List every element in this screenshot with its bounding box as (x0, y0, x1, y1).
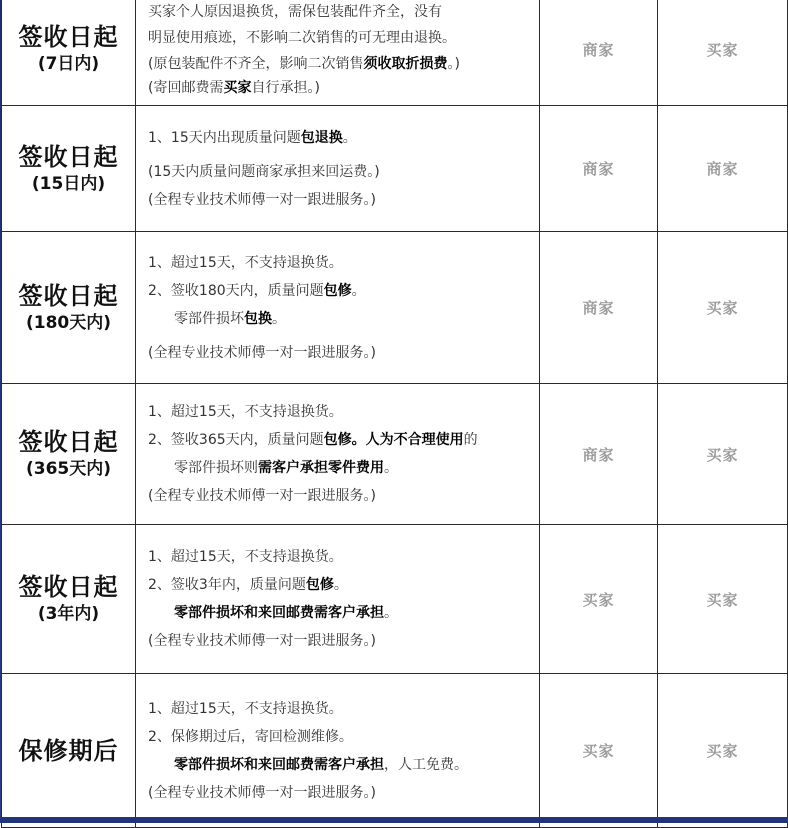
desc-line: 1、15天内出现质量问题包退换。 (148, 129, 357, 146)
after-sales-policy-table (1, 0, 788, 828)
period-cell (2, 0, 136, 106)
desc-line: 零部件损坏包换。 (174, 310, 286, 327)
policy-description (136, 384, 540, 525)
desc-line: (全程专业技术师傅一对一跟进服务。) (148, 344, 376, 361)
desc-line: 明显使用痕迹，不影响二次销售的可无理由退换。 (148, 30, 456, 46)
desc-line: 2、保修期过后，寄回检测维修。 (148, 728, 353, 745)
policy-description (136, 106, 540, 232)
policy-row (2, 384, 788, 525)
desc-line: 1、超过15天，不支持退换货。 (148, 549, 343, 565)
shipping-payer: 商家 (540, 0, 658, 106)
policy-description (136, 232, 540, 384)
desc-line: 2、签收180天内，质量问题包修。 (148, 282, 366, 299)
policy-row (2, 525, 788, 674)
policy-description (136, 525, 540, 674)
period-sub: (3年内) (37, 604, 100, 624)
period-cell (2, 232, 136, 384)
policy-row (2, 0, 788, 106)
policy-row (2, 106, 788, 232)
shipping-payer: 买家 (540, 525, 658, 674)
return-shipping-payer: 商家 (658, 106, 788, 232)
shipping-payer: 商家 (540, 232, 658, 384)
shipping-payer: 商家 (540, 384, 658, 525)
desc-line: 1、超过15天，不支持退换货。 (148, 700, 343, 717)
return-shipping-payer: 买家 (658, 0, 788, 106)
desc-line: 买家个人原因退换货，需保包装配件齐全，没有 (148, 4, 442, 20)
desc-line: (原包装配件不齐全，影响二次销售须收取折损费。) (148, 56, 460, 72)
desc-line: 2、签收365天内，质量问题包修。人为不合理使用的 (148, 432, 478, 448)
desc-line: (全程专业技术师傅一对一跟进服务。) (148, 191, 376, 208)
period-sub: (7日内) (37, 54, 100, 74)
period-cell (2, 106, 136, 232)
return-shipping-payer: 买家 (658, 384, 788, 525)
period-title: 签收日起 (18, 573, 119, 601)
policy-row (2, 232, 788, 384)
shipping-payer: 商家 (540, 106, 658, 232)
period-cell (2, 384, 136, 525)
desc-line: (全程专业技术师傅一对一跟进服务。) (148, 488, 376, 504)
period-title: 签收日起 (18, 142, 119, 171)
desc-line: 零部件损坏和来回邮费需客户承担。 (174, 605, 398, 621)
period-sub: (365天内) (25, 459, 112, 479)
period-title: 签收日起 (18, 23, 119, 51)
bottom-border-bar (0, 817, 788, 823)
shipping-payer: 买家 (540, 674, 658, 828)
desc-line: (15天内质量问题商家承担来回运费。) (148, 163, 380, 180)
desc-line: 零部件损坏则需客户承担零件费用。 (174, 460, 398, 476)
desc-line: (全程专业技术师傅一对一跟进服务。) (148, 633, 376, 649)
period-title: 签收日起 (18, 281, 119, 310)
desc-line: 1、超过15天，不支持退换货。 (148, 254, 343, 271)
period-cell (2, 674, 136, 828)
desc-line: 零部件损坏和来回邮费需客户承担，人工免费。 (174, 756, 468, 773)
desc-line: (寄回邮费需买家自行承担。) (148, 80, 320, 96)
period-sub: (180天内) (25, 312, 112, 333)
return-shipping-payer: 买家 (658, 232, 788, 384)
period-title: 保修期后 (18, 736, 119, 765)
policy-row (2, 674, 788, 828)
return-shipping-payer: 买家 (658, 674, 788, 828)
policy-description (136, 0, 540, 106)
policy-description (136, 674, 540, 828)
period-cell (2, 525, 136, 674)
desc-line: (全程专业技术师傅一对一跟进服务。) (148, 784, 376, 801)
period-sub: (15日内) (31, 173, 106, 194)
desc-line: 1、超过15天，不支持退换货。 (148, 404, 343, 420)
period-title: 签收日起 (18, 428, 119, 456)
desc-line: 2、签收3年内，质量问题包修。 (148, 577, 348, 593)
return-shipping-payer: 买家 (658, 525, 788, 674)
